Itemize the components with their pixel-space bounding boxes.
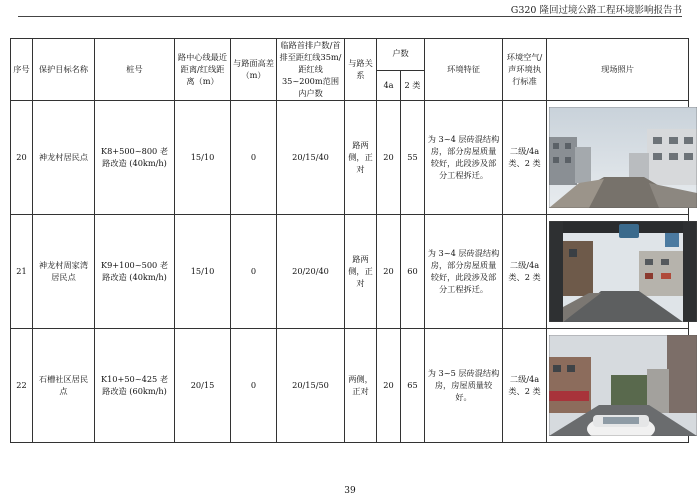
cell-target: 神龙村居民点 bbox=[33, 101, 95, 215]
cell-relation: 两侧，正对 bbox=[345, 329, 377, 443]
header-height: 与路面高差（m） bbox=[231, 39, 277, 101]
header-relation: 与路关系 bbox=[345, 39, 377, 101]
cell-no: 21 bbox=[11, 215, 33, 329]
cell-4a: 20 bbox=[377, 101, 401, 215]
cell-4a: 20 bbox=[377, 215, 401, 329]
header-households: 户数 bbox=[377, 39, 425, 71]
cell-no: 20 bbox=[11, 101, 33, 215]
cell-photo bbox=[547, 329, 689, 443]
cell-households-front: 20/15/40 bbox=[277, 101, 345, 215]
protection-targets-table bbox=[10, 38, 689, 443]
header-standard: 环境空气/声环境执行标准 bbox=[503, 39, 547, 101]
cell-2: 65 bbox=[401, 329, 425, 443]
cell-photo bbox=[547, 101, 689, 215]
header-no: 序号 bbox=[11, 39, 33, 101]
table-row bbox=[11, 329, 689, 443]
page-number: 39 bbox=[344, 486, 356, 496]
header-distance: 路中心线最近距离/红线距离（m） bbox=[175, 39, 231, 101]
table-header-row bbox=[11, 39, 689, 71]
street-photo-icon bbox=[549, 107, 697, 208]
report-title: G320 隆回过境公路工程环境影响报告书 bbox=[510, 5, 682, 16]
cell-station: K10+50~425 老路改造 (60km/h) bbox=[95, 329, 175, 443]
header-divider bbox=[18, 16, 682, 17]
cell-photo bbox=[547, 215, 689, 329]
cell-distance: 20/15 bbox=[175, 329, 231, 443]
cell-features: 为 3~4 层砖混结构房，部分房屋质量较好，此段涉及部分工程拆迁。 bbox=[425, 215, 503, 329]
header-target: 保护目标名称 bbox=[33, 39, 95, 101]
cell-relation: 路两侧，正对 bbox=[345, 215, 377, 329]
header-features: 环境特征 bbox=[425, 39, 503, 101]
cell-households-front: 20/20/40 bbox=[277, 215, 345, 329]
cell-distance: 15/10 bbox=[175, 215, 231, 329]
table-row bbox=[11, 215, 689, 329]
header-4a: 4a bbox=[377, 70, 401, 101]
cell-station: K8+500~800 老路改造 (40km/h) bbox=[95, 101, 175, 215]
cell-features: 为 3~4 层砖混结构房，部分房屋质量较好，此段涉及部分工程拆迁。 bbox=[425, 101, 503, 215]
cell-2: 55 bbox=[401, 101, 425, 215]
cell-standard: 二级/4a 类、2 类 bbox=[503, 329, 547, 443]
cell-standard: 二级/4a 类、2 类 bbox=[503, 101, 547, 215]
cell-2: 60 bbox=[401, 215, 425, 329]
cell-households-front: 20/15/50 bbox=[277, 329, 345, 443]
cell-height: 0 bbox=[231, 329, 277, 443]
cell-relation: 路两侧，正对 bbox=[345, 101, 377, 215]
cell-features: 为 3~5 层砖混结构房，房屋质量较好。 bbox=[425, 329, 503, 443]
header-households-front: 临路首排户数/首排至距红线35m/距红线35~200m范围内户数 bbox=[277, 39, 345, 101]
street-photo-icon bbox=[549, 335, 697, 436]
cell-target: 石槽社区居民点 bbox=[33, 329, 95, 443]
cell-standard: 二级/4a 类、2 类 bbox=[503, 215, 547, 329]
header-station: 桩号 bbox=[95, 39, 175, 101]
street-photo-icon bbox=[549, 221, 697, 322]
cell-target: 神龙村周家湾居民点 bbox=[33, 215, 95, 329]
cell-4a: 20 bbox=[377, 329, 401, 443]
table-row bbox=[11, 101, 689, 215]
cell-height: 0 bbox=[231, 101, 277, 215]
cell-height: 0 bbox=[231, 215, 277, 329]
header-photo: 现场照片 bbox=[547, 39, 689, 101]
cell-station: K9+100~500 老路改造 (40km/h) bbox=[95, 215, 175, 329]
cell-distance: 15/10 bbox=[175, 101, 231, 215]
header-2: 2 类 bbox=[401, 70, 425, 101]
cell-no: 22 bbox=[11, 329, 33, 443]
